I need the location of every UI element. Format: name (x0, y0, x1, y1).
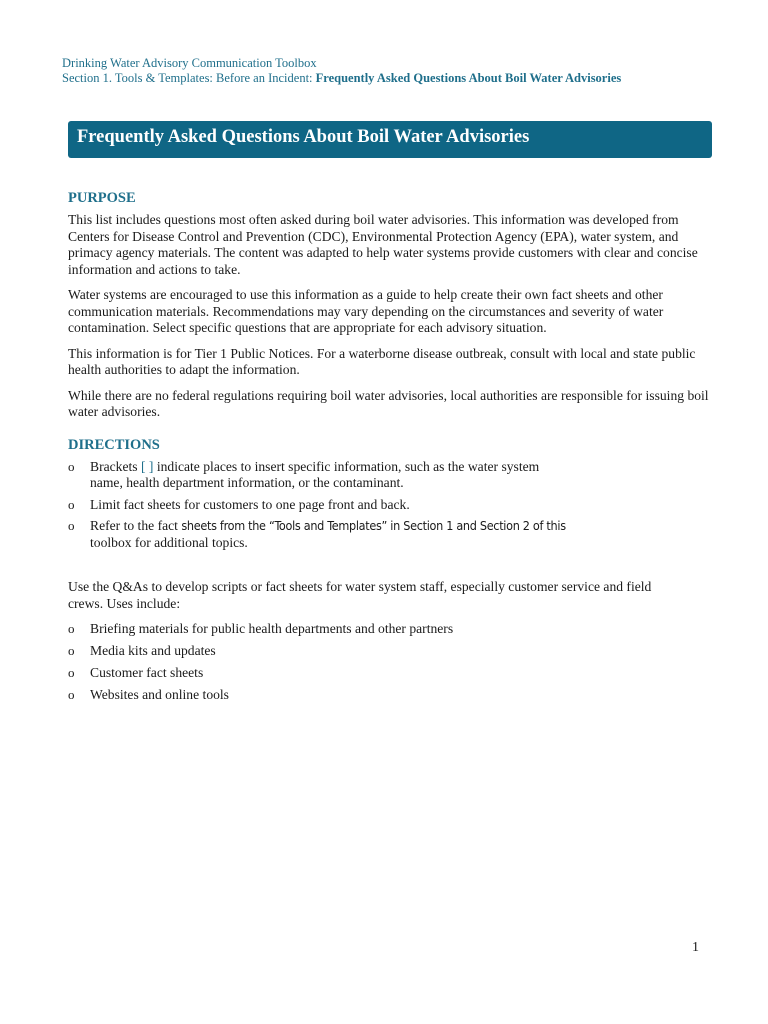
uses-intro: Use the Q&As to develop scripts or fact sheets for water system staff, especially customer service and field crews. Uses include: (68, 579, 652, 611)
list-item (68, 665, 720, 682)
running-header (62, 56, 621, 86)
bullet-marker: o (68, 665, 75, 680)
bracket-example: [ ] (140, 458, 154, 474)
directions-heading: DIRECTIONS (68, 436, 160, 453)
bullet-marker: o (68, 518, 75, 533)
list-item-text: Brackets (90, 458, 141, 474)
purpose-paragraph-3: This information is for Tier 1 Public Notices. For a waterborne disease outbreak, consult with local and state public health authorities to adapt the information. (68, 345, 696, 377)
bullet-marker: o (68, 496, 75, 512)
list-item-text: sheets from the “Tools and Templates” in Section 1 and Section 2 of this (181, 518, 566, 533)
list-item (68, 497, 720, 514)
list-item-text: Media kits and updates (90, 643, 216, 658)
bullet-marker: o (68, 458, 75, 474)
list-item (68, 687, 720, 704)
uses-list (68, 621, 720, 704)
header-breadcrumb (62, 71, 621, 86)
bullet-marker: o (68, 687, 75, 702)
list-item (68, 459, 720, 492)
list-item (68, 518, 720, 551)
page-number: 1 (692, 940, 699, 955)
purpose-paragraph-1: This list includes questions most often asked during boil water advisories. This information was developed from Centers for Disease Control and Prevention (CDC), Environmental Protection Agency (EPA), water system, and primacy agency materials. The content was adapted to help water systems provide customers with clear and concise information and actions to take. (68, 212, 698, 277)
purpose-paragraph-2: Water systems are encouraged to use this information as a guide to help create their own fact sheets and other communication materials. Recommendations may vary depending on the circumstances and severity of water contamination. Select specific questions that are appropriate for each advisory situation. (68, 287, 664, 335)
list-item (68, 621, 720, 638)
list-item-text: Websites and online tools (90, 687, 229, 702)
main-content (68, 190, 720, 709)
title-banner (68, 121, 712, 158)
header-current-doc: Frequently Asked Questions About Boil Water Advisories (315, 71, 622, 85)
list-item-text: name, health department information, or the contaminant. (90, 475, 404, 490)
bullet-marker: o (68, 621, 75, 636)
bullet-marker: o (68, 643, 75, 658)
list-item (68, 643, 720, 660)
header-section-path: Section 1. Tools & Templates: Before an Incident: (62, 71, 316, 85)
purpose-paragraph-4: While there are no federal regulations requiring boil water advisories, local authorities are responsible for issuing boil water advisories. (68, 387, 709, 419)
list-item-text: Refer to the fact (90, 518, 182, 533)
header-toolbox-title: Drinking Water Advisory Communication Toolbox (62, 56, 317, 70)
list-item-text: indicate places to insert specific information, such as the water system (153, 458, 540, 474)
directions-list (68, 459, 720, 552)
list-item-text: Customer fact sheets (90, 665, 204, 680)
list-item-text: Limit fact sheets for customers to one page front and back. (90, 496, 410, 512)
page-title: Frequently Asked Questions About Boil Water Advisories (77, 127, 530, 147)
list-item-text: toolbox for additional topics. (90, 534, 248, 550)
purpose-heading: PURPOSE (68, 190, 136, 206)
list-item-text: Briefing materials for public health departments and other partners (90, 621, 454, 636)
